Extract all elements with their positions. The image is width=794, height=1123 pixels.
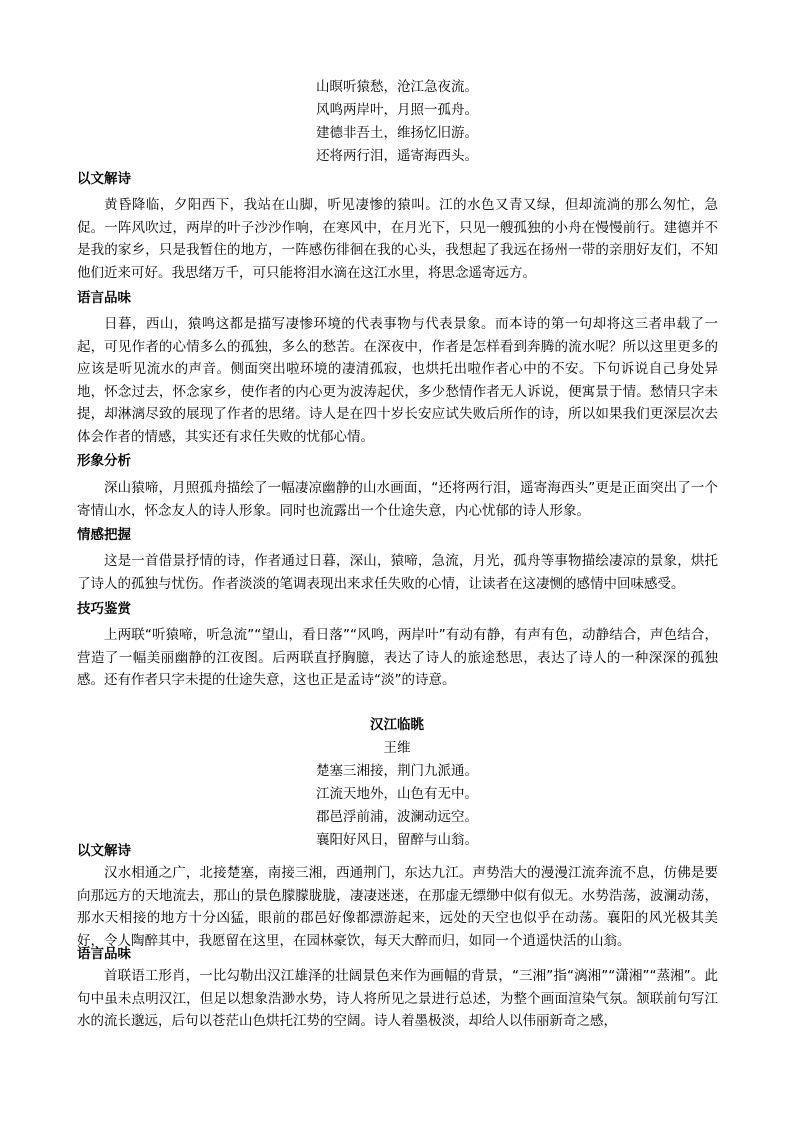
section-heading: 以文解诗 [77,171,131,187]
section-paragraph: 上两联“听猿啼，听急流”“望山，看日落”“风鸣，两岸叶”有动有静，有声有色，动静结合，声色结合，营造了一幅美丽幽静的江夜图。后两联直抒胸臆，表达了诗人的旅途愁思，表达了诗人的一种深深的孤独感。还有作者只字未提的仕途失意，这也正是孟诗“淡”的诗意。 [77,627,718,688]
section-paragraph: 首联语工形肖，一比勾勒出汉江雄泽的壮阔景色来作为画幅的背景，“三湘”指“漓湘”“潇湘”“蒸湘”。此句中虽未点明汉江，但足以想象浩渺水势，诗人将所见之景进行总述，为整个画面渲染气氛。颔联前句写江水的流长邈远，后句以苍茫山色烘托江势的空阔。诗人着墨极淡，却给人以伟丽新奇之感， [77,968,718,1029]
poem-line: 襄阳好风日，留醉与山翁。 [316,832,478,848]
poem-1 [0,76,794,168]
poem-author: 王维 [383,740,411,756]
section-paragraph: 黄昏降临，夕阳西下，我站在山脚，听见凄惨的猿叫。江的水色又青又绿，但却流淌的那么匆忙，急促。一阵风吹过，两岸的叶子沙沙作响，在寒风中，在月光下，只见一艘孤独的小舟在慢慢前行。建德并不是我的家乡，只是我暂住的地方，一阵感伤徘徊在我的心头，我想起了我远在扬州一带的亲朋好友们，不知他们近来可好。我思绪万千，可只能将泪水滴在这江水里，将思念遥寄远方。 [77,197,718,281]
poem-line: 还将两行泪，遥寄海西头。 [316,148,478,164]
section-heading: 以文解诗 [77,843,131,859]
section-heading: 形象分析 [77,453,131,469]
section-paragraph: 汉水相通之广，北接楚塞，南接三湘，西通荆门，东达九江。声势浩大的漫漫江流奔流不息，仿佛是要向那远方的天地流去，那山的景色朦朦胧胧，凄凄迷迷，在那虚无缥缈中似有似无。水势浩荡，波澜动荡，那水天相接的地方十分凶猛，眼前的郡邑好像都漂游起来，远处的天空也似乎在动荡。襄阳的风光极其美好，令人陶醉其中，我愿留在这里，在园林豪饮，每天大醉而归，如同一个逍遥快活的山翁。 [77,865,718,949]
section-heading: 情感把握 [77,527,131,543]
poem-line: 江流天地外，山色有无中。 [316,786,478,802]
poem-line: 风鸣两岸叶，月照一孤舟。 [316,102,478,118]
poem-line: 楚塞三湘接，荆门九派通。 [316,763,478,779]
section-heading: 语言品味 [77,290,131,306]
section-heading: 语言品味 [77,946,131,962]
poem-line: 建德非吾土，维扬忆旧游。 [316,125,478,141]
poem-title: 汉江临眺 [370,717,424,733]
section-paragraph: 深山猿啼，月照孤舟描绘了一幅凄凉幽静的山水画面，“还将两行泪，遥寄海西头”更是正面突出了一个寄情山水，怀念友人的诗人形象。同时也流露出一个仕途失意，内心忧郁的诗人形象。 [77,480,718,519]
poem-2 [0,714,794,852]
section-paragraph: 日暮，西山，猿鸣这都是描写凄惨环境的代表事物与代表景象。而本诗的第一句却将这三者串载了一起，可见作者的心情多么的孤独，多么的愁苦。在深夜中，作者是怎样看到奔腾的流水呢？所以这里更多的应该是听见流水的声音。侧面突出啦环境的凄清孤寂，也烘托出啦作者心中的不安。下句诉说自己身处异地，怀念过去，怀念家乡，使作者的内心更为波涛起伏，多少愁情作者无人诉说，便寓景于情。愁情只字未提，却淋漓尽致的展现了作者的思绪。诗人是在四十岁长安应试失败后所作的诗，所以如果我们更深层次去体会作者的情感，其实还有求任失败的忧郁心情。 [77,316,718,445]
poem-line: 山暝听猿愁，沧江急夜流。 [316,79,478,95]
section-paragraph: 这是一首借景抒情的诗，作者通过日暮，深山，猿啼，急流，月光，孤舟等事物描绘凄凉的景象，烘托了诗人的孤独与忧伤。作者淡淡的笔调表现出来求任失败的心情，让读者在这凄恻的感情中回味感受。 [77,553,718,592]
poem-line: 郡邑浮前浦，波澜动远空。 [316,809,478,825]
section-heading: 技巧鉴赏 [77,601,131,617]
